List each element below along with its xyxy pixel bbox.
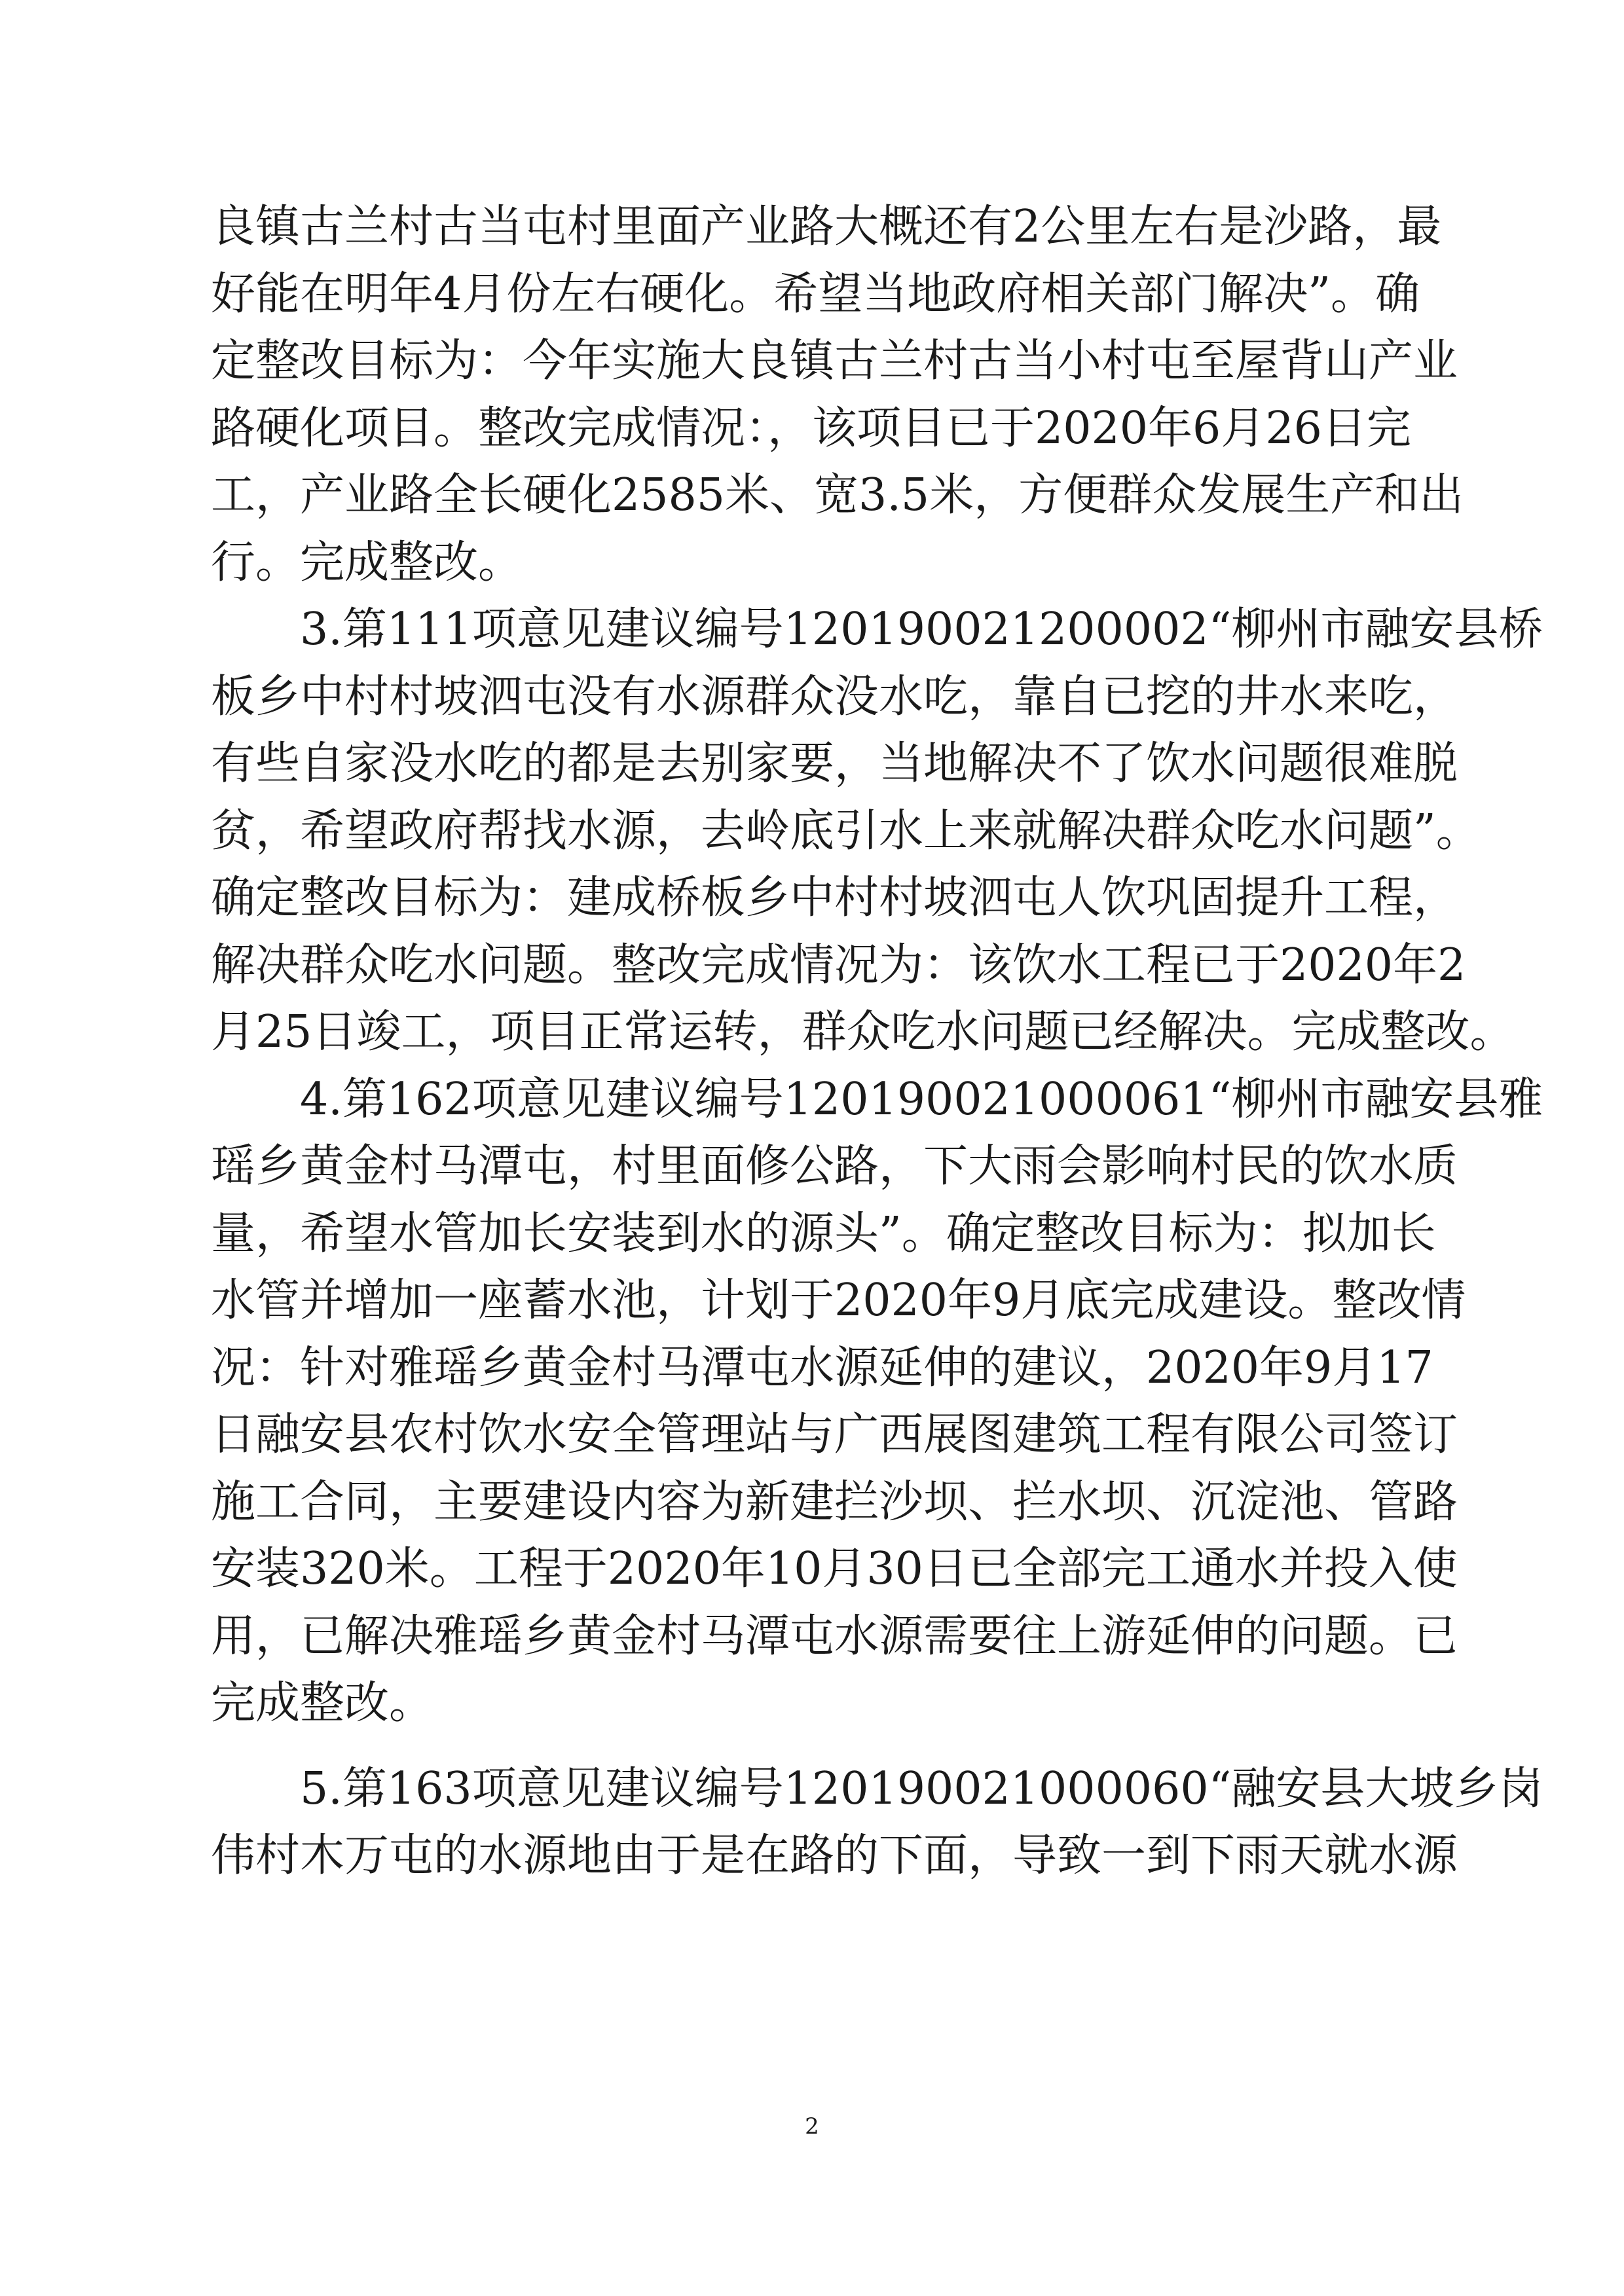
text-line: 板乡中村村坡泗屯没有水源群众没水吃，靠自已挖的井水来吃， bbox=[211, 670, 1458, 723]
text-line: 月25日竣工，项目正常运转，群众吃水问题已经解决。完成整改。 bbox=[211, 1006, 1515, 1058]
text-line: 行。完成整改。 bbox=[211, 536, 523, 589]
text-line: 解决群众吃水问题。整改完成情况为：该饮水工程已于2020年2 bbox=[211, 939, 1466, 991]
paragraph-item-5-start: 5.第163项意见建议编号120190021000060“融安县大坡乡岗 bbox=[211, 1762, 1543, 1815]
text-line: 日融安县农村饮水安全管理站与广西展图建筑工程有限公司签订 bbox=[211, 1409, 1458, 1461]
text-line: 确定整改目标为：建成桥板乡中村村坡泗屯人饮巩固提升工程， bbox=[211, 872, 1458, 924]
text-line: 定整改目标为：今年实施大良镇古兰村古当小村屯至屋背山产业 bbox=[211, 335, 1458, 387]
text-line: 瑶乡黄金村马潭屯，村里面修公路，下大雨会影响村民的饮水质 bbox=[211, 1140, 1458, 1192]
text-line: 用，已解决雅瑶乡黄金村马潭屯水源需要往上游延伸的问题。已 bbox=[211, 1610, 1458, 1662]
text-line: 安装320米。工程于2020年10月30日已全部完工通水并投入使 bbox=[211, 1543, 1458, 1595]
text-line: 贫，希望政府帮找水源，去岭底引水上来就解决群众吃水问题”。 bbox=[211, 805, 1481, 857]
text-line: 施工合同，主要建设内容为新建拦沙坝、拦水坝、沉淀池、管路 bbox=[211, 1476, 1458, 1528]
text-line: 好能在明年4月份左右硬化。希望当地政府相关部门解决”。确 bbox=[211, 268, 1420, 320]
text-line: 水管并增加一座蓄水池，计划于2020年9月底完成建设。整改情 bbox=[211, 1275, 1466, 1326]
paragraph-item-4-start: 4.第162项意见建议编号120190021000061“柳州市融安县雅 bbox=[211, 1073, 1543, 1125]
body-text bbox=[211, 194, 1543, 1890]
text-line: 伟村木万屯的水源地由于是在路的下面，导致一到下雨天就水源 bbox=[211, 1830, 1458, 1882]
text-line: 完成整改。 bbox=[211, 1677, 434, 1729]
text-line: 有些自家没水吃的都是去别家要，当地解决不了饮水问题很难脱 bbox=[211, 738, 1458, 790]
paragraph-gap bbox=[211, 1738, 1430, 1756]
paragraph-item-3-start: 3.第111项意见建议编号120190021200002“柳州市融安县桥 bbox=[211, 604, 1543, 655]
page-number: 2 bbox=[805, 2113, 819, 2140]
text-line: 量，希望水管加长安装到水的源头”。确定整改目标为：拟加长 bbox=[211, 1207, 1436, 1260]
text-line: 良镇古兰村古当屯村里面产业路大概还有2公里左右是沙路，最 bbox=[211, 201, 1442, 253]
text-line: 工，产业路全长硬化2585米、宽3.5米，方便群众发展生产和出 bbox=[211, 469, 1464, 521]
text-line: 况：针对雅瑶乡黄金村马潭屯水源延伸的建议，2020年9月17 bbox=[211, 1341, 1433, 1394]
text-line: 路硬化项目。整改完成情况：，该项目已于2020年6月26日完 bbox=[211, 402, 1411, 454]
